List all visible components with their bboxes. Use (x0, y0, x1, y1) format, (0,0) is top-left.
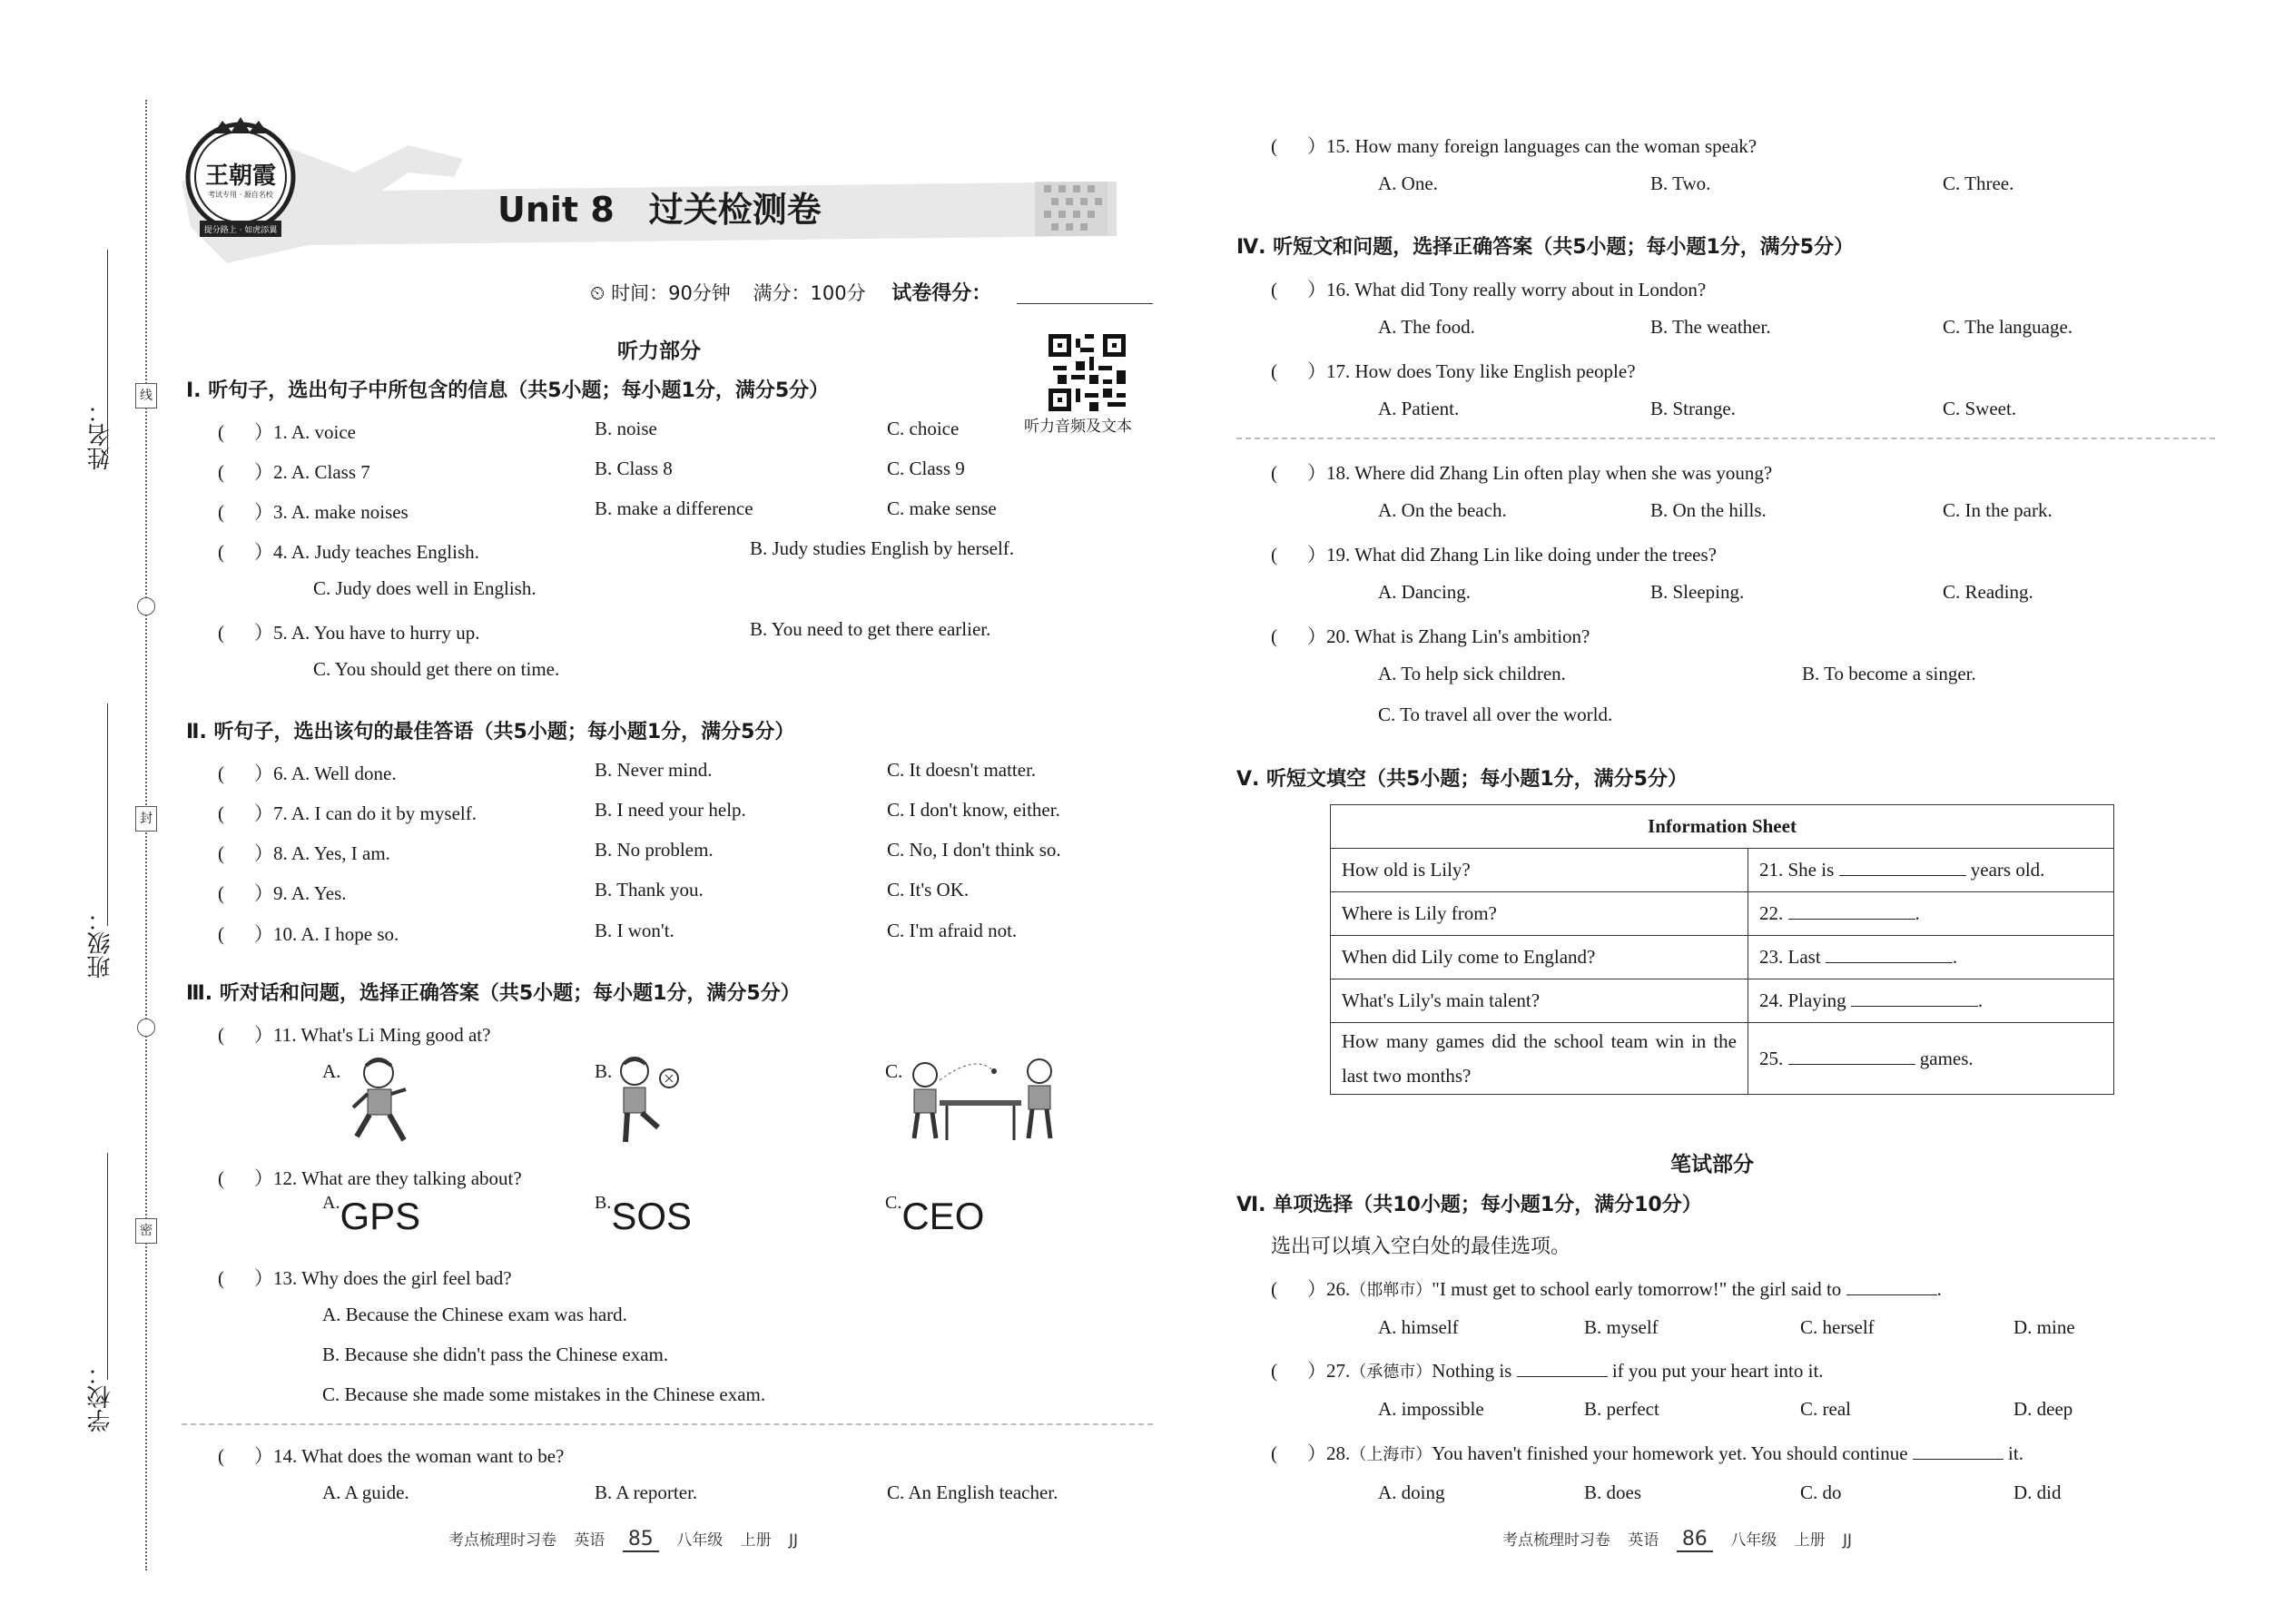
qr-caption: 听力音频及文本 (1024, 418, 1132, 436)
qr-code-icon[interactable] (1049, 334, 1126, 411)
q12-option-c[interactable]: C.CEO (885, 1193, 985, 1237)
section-6-title: Ⅵ. 单项选择（共10小题；每小题1分，满分10分） (1236, 1194, 1702, 1216)
q27-option-a[interactable]: A. impossible (1378, 1398, 1484, 1420)
q15-option-c[interactable]: C. Three. (1943, 172, 2014, 194)
full-score: 满分：100分 (753, 282, 866, 304)
listening-heading: 听力部分 (617, 340, 701, 363)
q14-option-b[interactable]: B. A reporter. (595, 1481, 698, 1503)
information-sheet-table (1330, 804, 2114, 1095)
q17-option-a[interactable]: A. Patient. (1378, 398, 1460, 419)
logo-subtext: 考试专用 · 源自名校 (208, 191, 273, 199)
question-17: ( ）17. How does Tony like English people? (1271, 360, 1636, 382)
question-6: ( ）6. A. Well done. (218, 763, 397, 784)
q20-option-a[interactable]: A. To help sick children. (1378, 663, 1566, 684)
q1-option-b[interactable]: B. noise (595, 418, 657, 439)
q5-option-c[interactable]: C. You should get there on time. (313, 658, 560, 680)
q4-option-c[interactable]: C. Judy does well in English. (313, 577, 537, 599)
page-number: 86 (1677, 1528, 1713, 1552)
table-question: When did Lily come to England? (1331, 936, 1748, 979)
q3-option-b[interactable]: B. make a difference (595, 497, 753, 519)
question-8: ( ）8. A. Yes, I am. (218, 842, 390, 864)
q17-option-c[interactable]: C. Sweet. (1943, 398, 2017, 419)
q28-option-b[interactable]: B. does (1584, 1481, 1641, 1503)
blank-24 (1851, 989, 1978, 1007)
q19-option-b[interactable]: B. Sleeping. (1650, 581, 1745, 603)
table-answer[interactable]: 21. She is years old. (1748, 849, 2114, 892)
question-1: ( ）1. A. voice (218, 421, 356, 443)
score-field[interactable] (1017, 303, 1153, 304)
question-7: ( ）7. A. I can do it by myself. (218, 802, 477, 824)
section-6-instruction: 选出可以填入空白处的最佳选项。 (1271, 1235, 1571, 1258)
question-4: ( ）4. A. Judy teaches English. (218, 541, 479, 563)
table-answer[interactable]: 23. Last . (1748, 936, 2114, 979)
footer-left: 考点梳理时习卷 英语 85 八年级 上册 JJ (448, 1528, 799, 1550)
brand-logo (182, 113, 300, 250)
question-11: ( ）11. What's Li Ming good at? (218, 1024, 491, 1046)
q1-option-c[interactable]: C. choice (887, 418, 960, 439)
table-question: How many games did the school team win in the last two months? (1331, 1023, 1748, 1095)
table-row (1331, 892, 2114, 936)
section-4-title: Ⅳ. 听短文和问题，选择正确答案（共5小题；每小题1分，满分5分） (1236, 236, 1855, 259)
question-18: ( ）18. Where did Zhang Lin often play when she was young? (1271, 462, 1773, 484)
q19-option-a[interactable]: A. Dancing. (1378, 581, 1472, 603)
q2-option-c[interactable]: C. Class 9 (887, 458, 965, 479)
divider (1236, 438, 2215, 439)
q12-option-b[interactable]: B.SOS (595, 1193, 693, 1237)
q7-option-c[interactable]: C. I don't know, either. (887, 799, 1060, 821)
q27-option-b[interactable]: B. perfect (1584, 1398, 1659, 1420)
table-title: Information Sheet (1331, 805, 2114, 849)
time-label: 时间：90分钟 (611, 282, 731, 304)
table-row (1331, 849, 2114, 892)
question-10: ( ）10. A. I hope so. (218, 923, 399, 945)
logo-banner: 提分路上 · 如虎添翼 (203, 226, 278, 235)
footer-right: 考点梳理时习卷 英语 86 八年级 上册 JJ (1502, 1528, 1853, 1550)
blank-23 (1826, 946, 1953, 963)
running-boy-image[interactable] (350, 1053, 431, 1153)
school-label: 学校： (87, 1362, 114, 1432)
table-answer[interactable]: 24. Playing . (1748, 979, 2114, 1023)
q13-option-a[interactable]: A. Because the Chinese exam was hard. (322, 1304, 627, 1325)
q3-option-c[interactable]: C. make sense (887, 497, 997, 519)
punch-hole-icon (137, 597, 155, 615)
name-line[interactable] (107, 250, 108, 454)
q27-option-c[interactable]: C. real (1800, 1398, 1851, 1420)
page-number: 85 (623, 1528, 659, 1552)
q28-option-a[interactable]: A. doing (1378, 1481, 1445, 1503)
table-question: What's Lily's main talent? (1331, 979, 1748, 1023)
question-5: ( ）5. A. You have to hurry up. (218, 622, 480, 644)
q16-option-c[interactable]: C. The language. (1943, 316, 2073, 338)
section-5-title: Ⅴ. 听短文填空（共5小题；每小题1分，满分5分） (1236, 768, 1688, 791)
q15-option-a[interactable]: A. One. (1378, 172, 1438, 194)
q19-option-c[interactable]: C. Reading. (1943, 581, 2033, 603)
q16-option-b[interactable]: B. The weather. (1650, 316, 1771, 338)
q18-option-a[interactable]: A. On the beach. (1378, 499, 1507, 521)
section-1-title: Ⅰ. 听句子，选出句子中所包含的信息（共5小题；每小题1分，满分5分） (186, 379, 830, 402)
q2-option-b[interactable]: B. Class 8 (595, 458, 673, 479)
q27-option-d[interactable]: D. deep (2013, 1398, 2073, 1420)
question-3: ( ）3. A. make noises (218, 501, 409, 523)
seal-mark-xian: 线 (135, 383, 157, 408)
page-title: Unit 8 过关检测卷 (497, 190, 822, 230)
blank-21 (1839, 859, 1966, 876)
q26-option-c[interactable]: C. herself (1800, 1316, 1875, 1338)
question-2: ( ）2. A. Class 7 (218, 461, 370, 483)
q20-option-b[interactable]: B. To become a singer. (1802, 663, 1976, 684)
clock-icon: ⏲ (590, 282, 605, 304)
cut-line (145, 100, 147, 1570)
table-question: Where is Lily from? (1331, 892, 1748, 936)
blank-25 (1788, 1048, 1915, 1065)
q12-option-a[interactable]: A.GPS (322, 1193, 421, 1237)
q14-option-c[interactable]: C. An English teacher. (887, 1481, 1058, 1503)
question-12: ( ）12. What are they talking about? (218, 1167, 522, 1189)
soccer-boy-image[interactable] (613, 1051, 685, 1156)
q7-option-b[interactable]: B. I need your help. (595, 799, 746, 821)
school-line[interactable] (107, 1153, 108, 1380)
question-19: ( ）19. What did Zhang Lin like doing under the trees? (1271, 544, 1717, 566)
q15-option-b[interactable]: B. Two. (1650, 172, 1711, 194)
q6-option-b[interactable]: B. Never mind. (595, 759, 713, 781)
q10-option-c[interactable]: C. I'm afraid not. (887, 920, 1018, 941)
q28-option-c[interactable]: C. do (1800, 1481, 1842, 1503)
logo-text: 王朝霞 (204, 162, 276, 189)
writing-heading: 笔试部分 (1670, 1153, 1754, 1176)
q8-option-c[interactable]: C. No, I don't think so. (887, 839, 1061, 861)
score-label: 试卷得分： (891, 282, 992, 305)
q26-option-d[interactable]: D. mine (2013, 1316, 2075, 1338)
blank-28[interactable] (1913, 1442, 2004, 1460)
class-label: 班级： (87, 908, 114, 979)
table-row (1331, 979, 2114, 1023)
blank-26[interactable] (1846, 1278, 1937, 1295)
q18-option-c[interactable]: C. In the park. (1943, 499, 2053, 521)
q14-option-a[interactable]: A. A guide. (322, 1481, 409, 1503)
blank-27[interactable] (1517, 1360, 1608, 1377)
q11-option-a-label[interactable]: A. (322, 1060, 341, 1082)
question-28: ( ）28.（上海市）You haven't finished your homework yet. You should continue it. (1271, 1442, 2023, 1464)
divider (182, 1423, 1153, 1425)
exam-info (590, 278, 991, 306)
q6-option-c[interactable]: C. It doesn't matter. (887, 759, 1037, 781)
table-answer[interactable]: 25. games. (1748, 1023, 2114, 1095)
q16-option-a[interactable]: A. The food. (1378, 316, 1475, 338)
question-15: ( ）15. How many foreign languages can the woman speak? (1271, 135, 1757, 157)
q11-option-b-label[interactable]: B. (595, 1060, 613, 1082)
table-answer[interactable]: 22. . (1748, 892, 2114, 936)
section-3-title: Ⅲ. 听对话和问题，选择正确答案（共5小题；每小题1分，满分5分） (186, 982, 801, 1005)
q17-option-b[interactable]: B. Strange. (1650, 398, 1736, 419)
question-26: ( ）26.（邯郸市）"I must get to school early tomorrow!" the girl said to . (1271, 1278, 1942, 1300)
q9-option-b[interactable]: B. Thank you. (595, 879, 704, 901)
q5-option-b[interactable]: B. You need to get there earlier. (750, 618, 991, 640)
q8-option-b[interactable]: B. No problem. (595, 839, 714, 861)
punch-hole-icon (137, 1019, 155, 1037)
q13-option-c[interactable]: C. Because she made some mistakes in the Chinese exam. (322, 1383, 766, 1405)
q10-option-b[interactable]: B. I won't. (595, 920, 674, 941)
q18-option-b[interactable]: B. On the hills. (1650, 499, 1767, 521)
ping-pong-image[interactable] (903, 1053, 1067, 1148)
q20-option-c[interactable]: C. To travel all over the world. (1378, 704, 1613, 725)
q4-option-b[interactable]: B. Judy studies English by herself. (750, 537, 1015, 559)
table-row (1331, 936, 2114, 979)
section-2-title: Ⅱ. 听句子，选出该句的最佳答语（共5小题；每小题1分，满分5分） (186, 721, 795, 743)
question-27: ( ）27.（承德市）Nothing is if you put your heart into it. (1271, 1360, 1824, 1382)
q9-option-c[interactable]: C. It's OK. (887, 879, 970, 901)
blank-22 (1788, 902, 1915, 920)
q28-option-d[interactable]: D. did (2013, 1481, 2062, 1503)
seal-mark-mi: 密 (135, 1218, 157, 1244)
class-line[interactable] (107, 704, 108, 926)
q11-option-c-label[interactable]: C. (885, 1060, 903, 1082)
q13-option-b[interactable]: B. Because she didn't pass the Chinese exam. (322, 1343, 669, 1365)
question-20: ( ）20. What is Zhang Lin's ambition? (1271, 625, 1590, 647)
question-13: ( ）13. Why does the girl feel bad? (218, 1267, 512, 1289)
q26-option-a[interactable]: A. himself (1378, 1316, 1459, 1338)
name-label: 姓名： (87, 399, 114, 470)
question-14: ( ）14. What does the woman want to be? (218, 1445, 565, 1467)
seal-mark-feng: 封 (135, 806, 157, 832)
q26-option-b[interactable]: B. myself (1584, 1316, 1659, 1338)
question-16: ( ）16. What did Tony really worry about in London? (1271, 279, 1707, 300)
question-9: ( ）9. A. Yes. (218, 882, 347, 904)
table-row (1331, 1023, 2114, 1095)
table-question: How old is Lily? (1331, 849, 1748, 892)
